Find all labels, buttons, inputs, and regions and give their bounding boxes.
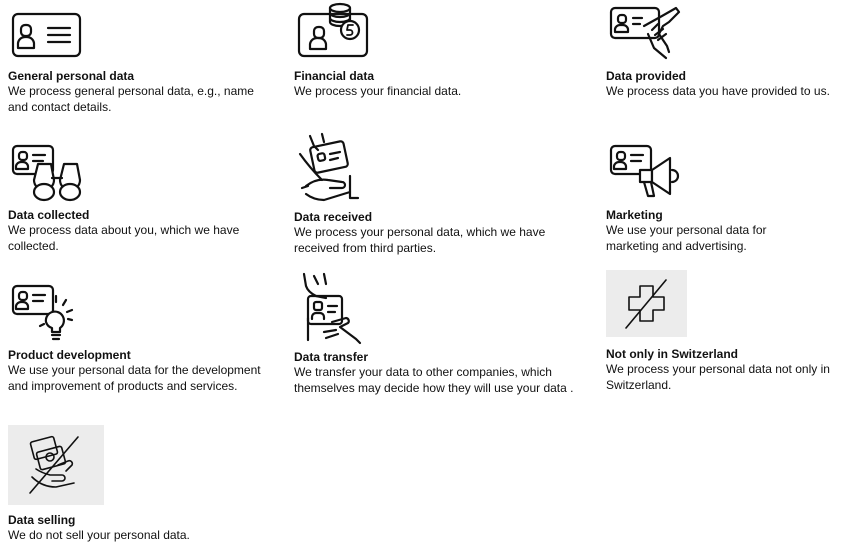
id-card-coins-icon — [294, 2, 374, 64]
item-title: Data collected — [8, 208, 90, 222]
item-title: Not only in Switzerland — [606, 347, 739, 361]
item-financial-data — [294, 2, 564, 100]
item-marketing — [606, 142, 860, 254]
item-data-received — [294, 132, 564, 256]
item-description: We use your personal data for the development and improvement of products and services. — [8, 363, 261, 393]
item-data-collected — [8, 142, 278, 254]
item-title: Product development — [8, 348, 131, 362]
item-data-provided — [606, 2, 860, 100]
item-data-selling — [8, 425, 278, 544]
item-not-only-in-switzerland — [606, 270, 860, 393]
money-hand-crossed-icon — [8, 425, 104, 505]
id-card-hand-icon — [606, 2, 684, 64]
item-title: General personal data — [8, 69, 135, 83]
item-description: We process data you have provided to us. — [606, 84, 830, 98]
item-title: Financial data — [294, 69, 375, 83]
item-title: Data received — [294, 210, 373, 224]
id-card-megaphone-icon — [606, 142, 684, 204]
item-title: Data provided — [606, 69, 687, 83]
item-description: We process your personal data, which we have received from third parties. — [294, 225, 546, 255]
item-title: Data transfer — [294, 350, 369, 364]
item-data-transfer — [294, 272, 574, 396]
hand-receiving-card-icon — [294, 132, 364, 206]
item-title: Marketing — [606, 208, 663, 222]
item-product-development — [8, 282, 278, 394]
item-description: We process data about you, which we have collected. — [8, 223, 240, 253]
swiss-cross-crossed-icon — [606, 270, 687, 337]
id-card-lightbulb-icon — [8, 282, 84, 344]
item-description: We process your personal data not only in Switzerland. — [606, 362, 830, 392]
id-card-binoculars-icon — [8, 142, 86, 204]
item-description: We process general personal data, e.g., name and contact details. — [8, 84, 254, 114]
item-description: We use your personal data for marketing and advertising. — [606, 223, 767, 253]
item-description: We transfer your data to other companies, which themselves may decide how they will use your data . — [294, 365, 574, 395]
item-description: We do not sell your personal data. — [8, 528, 190, 542]
item-description: We process your financial data. — [294, 84, 462, 98]
item-general-personal-data — [8, 8, 278, 115]
hands-transfer-card-icon — [294, 272, 366, 346]
item-title: Data selling — [8, 513, 76, 527]
id-card-icon — [8, 8, 84, 64]
